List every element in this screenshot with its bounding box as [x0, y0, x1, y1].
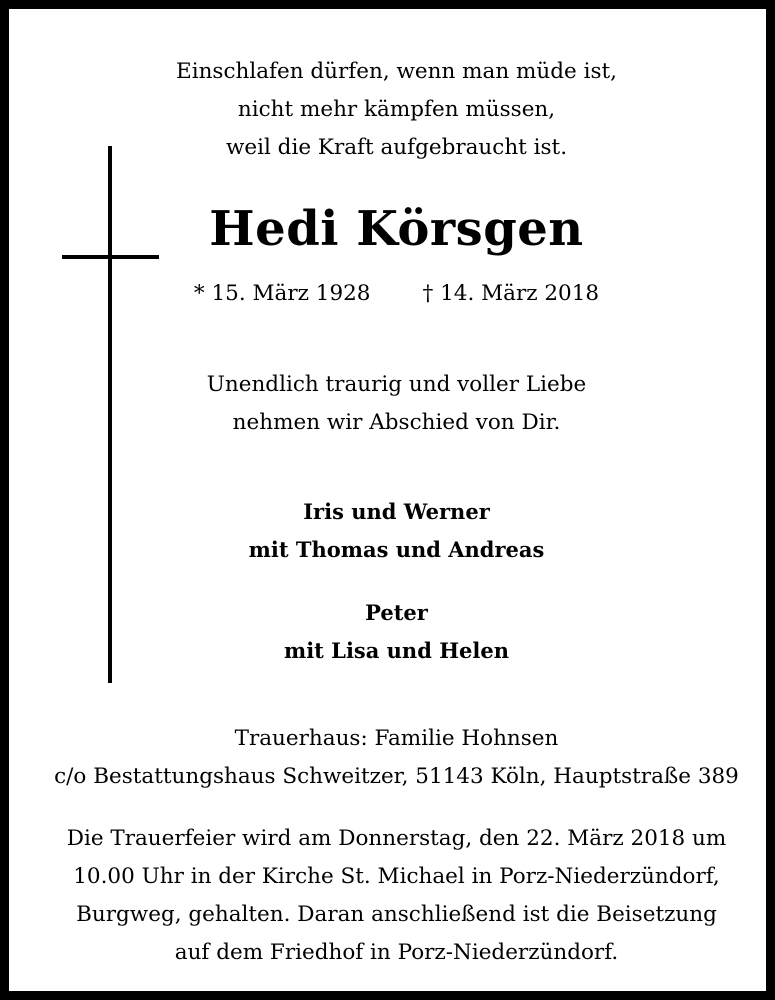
- address-line: c/o Bestattungshaus Schweitzer, 51143 Köln, Hauptstraße 389: [54, 764, 739, 789]
- mourning-house-address: [9, 720, 775, 796]
- mourner-group: [9, 493, 775, 569]
- mourner-line: Peter: [365, 600, 428, 625]
- verse-line: weil die Kraft aufgebraucht ist.: [225, 135, 568, 160]
- opening-verse: [9, 53, 775, 167]
- service-line: Burgweg, gehalten. Daran anschließend ist die Beisetzung: [76, 902, 717, 927]
- message-line: nehmen wir Abschied von Dir.: [232, 410, 561, 435]
- verse-line: nicht mehr kämpfen müssen,: [237, 97, 556, 122]
- mourner-line: mit Thomas und Andreas: [248, 537, 545, 562]
- service-line: Die Trauerfeier wird am Donnerstag, den 22. März 2018 um: [66, 826, 727, 851]
- address-line: Trauerhaus: Familie Hohnsen: [234, 726, 559, 751]
- verse-line: Einschlafen dürfen, wenn man müde ist,: [176, 59, 617, 84]
- funeral-service-info: [9, 820, 775, 972]
- farewell-message: [9, 366, 775, 442]
- mourner-group: [9, 594, 775, 670]
- message-line: Unendlich traurig und voller Liebe: [206, 372, 587, 397]
- mourner-line: mit Lisa und Helen: [283, 638, 510, 663]
- death-date: † 14. März 2018: [422, 281, 600, 306]
- birth-date: * 15. März 1928: [193, 281, 371, 306]
- mourner-line: Iris und Werner: [303, 499, 490, 524]
- deceased-name: Hedi Körsgen: [209, 201, 584, 257]
- life-dates: [9, 275, 775, 313]
- service-line: 10.00 Uhr in der Kirche St. Michael in Porz-Niederzündorf,: [73, 864, 720, 889]
- service-line: auf dem Friedhof in Porz-Niederzündorf.: [174, 940, 619, 965]
